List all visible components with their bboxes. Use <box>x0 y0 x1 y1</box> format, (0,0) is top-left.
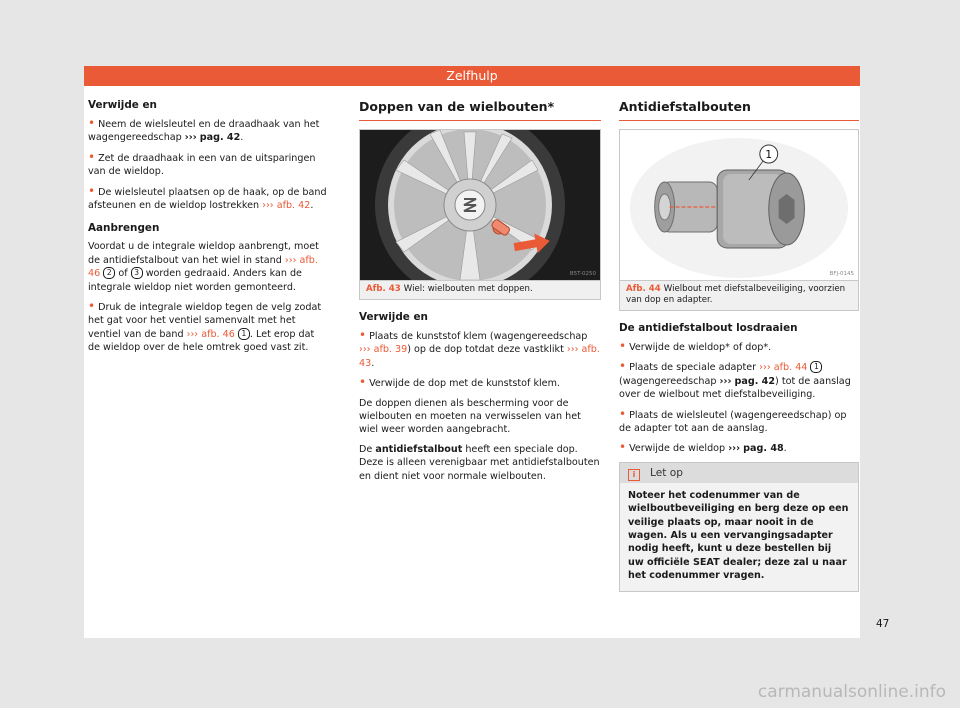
info-icon: i <box>628 469 640 481</box>
ref-link[interactable]: afb. 46 <box>88 254 318 280</box>
column-3 <box>619 98 859 592</box>
section-title-antitheft: Antidiefstalbouten <box>619 98 859 121</box>
callout-number: 2 <box>103 267 115 279</box>
heading-install: Aanbrengen <box>88 222 160 235</box>
step-place-clip: • Plaats de kunststof klem (wagengereedschap ››› afb. 39) op de dop totdat deze vastklikt ››› afb. 43. <box>359 329 601 370</box>
callout-number: 1 <box>238 328 250 340</box>
ref-link[interactable]: afb. 43 <box>359 344 600 369</box>
step-remove-cap: • Verwijde de dop met de kunststof klem. <box>359 376 601 390</box>
figure-caption: Afb. 43 Wiel: wielbouten met doppen. <box>360 280 600 299</box>
ref-link[interactable]: pag. 48 <box>743 443 784 455</box>
watermark: carmanualsonline.info <box>757 682 946 702</box>
ref-link[interactable]: afb. 42 <box>276 200 311 212</box>
step-place-wrench: • Plaats de wielsleutel (wagengereedschap) op de adapter tot aan de aanslag. <box>619 408 859 436</box>
step-place-hook: • Zet de draadhaak in een van de uitsparingen van de wieldop. <box>88 151 328 179</box>
figure-44 <box>619 129 859 311</box>
callout-number: 3 <box>131 267 143 279</box>
figure-code: B5T-0250 <box>569 271 596 277</box>
step-place-adapter: • Plaats de speciale adapter ››› afb. 44 1 (wagengereedschap ››› pag. 42) tot de aanslag over de wielbout met diefstalbeveiliging. <box>619 360 859 401</box>
step-pull-cap: • De wielsleutel plaatsen op de haak, op de band afsteunen en de wieldop lostrekken ››› afb. 42. <box>88 185 328 213</box>
callout-number: 1 <box>765 147 773 162</box>
step-remove-cap: • Verwijde de wieldop* of dop*. <box>619 340 859 354</box>
note-title: Let op <box>650 466 683 479</box>
note-body: Noteer het codenummer van de wielboutbeveiliging en berg deze op een veilige plaats op, maar nooit in de wagen. Als u een vervangingsadapter nodig heeft, kunt u deze bestellen bij uw officiële SEAT dealer; deze zal u naar het codenummer vragen. <box>628 489 849 582</box>
column-1 <box>88 98 328 361</box>
figure-caption: Afb. 44 Wielbout met diefstalbeveiliging, voorzien van dop en adapter. <box>620 280 858 310</box>
figure-code: BFJ-0145 <box>829 271 854 277</box>
bolt-adapter-illustration <box>620 130 858 280</box>
manual-page <box>84 66 860 638</box>
ref-link[interactable]: afb. 39 <box>373 344 408 356</box>
step-press-cap: • Druk de integrale wieldop tegen de velg zodat het gat voor het ventiel samenvalt met het ventiel van de band ››› afb. 46 1 . Let erop dat de wieldop over de hele omtrek goed vast zit. <box>88 300 328 355</box>
para-caps-protect: De doppen dienen als bescherming voor de wielbouten en moeten na verwisselen van het wiel weer worden aangebracht. <box>359 397 581 436</box>
heading-remove: Verwijde en <box>88 99 157 111</box>
section-header: Zelfhulp <box>84 66 860 86</box>
step-take-tools: • Neem de wielsleutel en de draadhaak van het wagengereedschap ››› pag. 42. <box>88 117 328 145</box>
para-antitheft: De antidiefstalbout heeft een speciale dop. Deze is alleen verenigbaar met antidiefstalbouten en dient niet voor normale wielbouten. <box>359 443 600 482</box>
ref-link[interactable]: afb. 44 <box>773 362 808 374</box>
wheel-illustration <box>360 130 600 280</box>
ref-link[interactable]: afb. 46 <box>201 328 235 340</box>
ref-link[interactable]: pag. 42 <box>199 132 241 144</box>
figure-43 <box>359 129 601 300</box>
note-box <box>619 462 859 592</box>
heading-unscrew: De antidiefstalbout losdraaien <box>619 322 798 334</box>
para-before-install: Voordat u de integrale wieldop aanbrengt, moet de antidiefstalbout van het wiel in stand ››› afb. 46 2 of 3 worden gedraaid. Anders kan de integrale wieldop niet worden gemonteerd. <box>88 241 319 293</box>
heading-remove-caps: Verwijde en <box>359 311 428 323</box>
section-title-caps: Doppen van de wielbouten* <box>359 98 601 121</box>
note-header <box>620 463 858 483</box>
callout-number: 1 <box>810 361 822 373</box>
step-remove-hubcap: • Verwijde de wieldop ››› pag. 48. <box>619 441 859 455</box>
ref-link[interactable]: pag. 42 <box>734 375 776 387</box>
column-2 <box>359 98 601 489</box>
page-number: 47 <box>876 618 890 630</box>
